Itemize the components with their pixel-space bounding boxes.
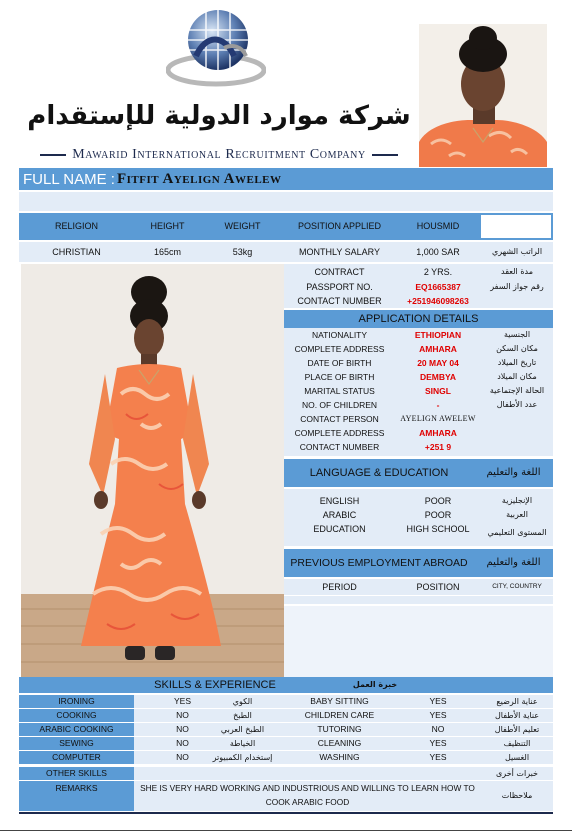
skill-value: NO	[176, 710, 189, 721]
detail-label: DATE OF BIRTH	[307, 357, 372, 368]
skill-value: YES	[173, 696, 191, 707]
skill-label-ar: تعليم الأطفال	[494, 724, 540, 734]
application-details-title: APPLICATION DETAILS	[358, 312, 479, 325]
detail-label: MARITAL STATUS	[304, 385, 375, 396]
company-name-english-line	[24, 145, 414, 165]
language-label-ar: المستوى التعليمي	[487, 528, 547, 537]
remarks-label: REMARKS	[55, 782, 98, 793]
skill-label: BABY SITTING	[310, 696, 369, 707]
detail-label-ar	[481, 426, 553, 440]
detail-value: DEMBYA	[419, 371, 457, 382]
skill-label: IRONING	[58, 696, 95, 707]
contract-label: PASSPORT NO.	[306, 281, 373, 292]
language-value: HIGH SCHOOL	[406, 523, 470, 534]
contract-value: +251946098263	[407, 295, 469, 306]
previous-employment-title-ar: اللغة والتعليم	[486, 557, 541, 568]
previous-employment-empty-area	[284, 606, 553, 677]
prev-header-position: POSITION	[416, 581, 460, 592]
detail-value: ETHIOPIAN	[414, 329, 462, 340]
previous-employment-title: PREVIOUS EMPLOYMENT ABROAD	[290, 556, 468, 569]
detail-value: AMHARA	[419, 343, 457, 354]
language-education-title: LANGUAGE & EDUCATION	[309, 466, 449, 479]
detail-value: +251 9	[424, 441, 452, 452]
skills-title: SKILLS & EXPERIENCE	[154, 678, 276, 691]
skill-label: CHILDREN CARE	[304, 710, 375, 721]
skill-label: SEWING	[59, 738, 94, 749]
spacer-band	[19, 192, 553, 211]
contract-label-ar: مدة العقد	[501, 267, 533, 276]
detail-label-ar: الحالة الإجتماعية	[489, 386, 545, 395]
detail-label: NO. OF CHILDREN	[301, 399, 378, 410]
skills-title-ar: خبرة العمل	[352, 680, 398, 689]
detail-label-ar: الجنسية	[503, 330, 531, 339]
weight-value: 53kg	[232, 246, 253, 257]
detail-label-ar	[481, 440, 553, 454]
remarks-label-ar: ملاحظات	[501, 791, 533, 800]
company-name-arabic: شركة موارد الدولية للإستقدام	[27, 101, 411, 131]
other-skills-label-ar: خبرات أخرى	[496, 768, 538, 778]
detail-label-ar: مكان السكن	[496, 344, 538, 353]
skill-value: NO	[431, 724, 445, 735]
skill-value: YES	[429, 696, 447, 707]
header-religion: RELIGION	[54, 221, 98, 231]
header-blank-cell	[481, 215, 551, 238]
header-weight: WEIGHT	[224, 221, 261, 231]
remarks-line-1: SHE IS VERY HARD WORKING AND INDUSTRIOUS AND WILLING TO LEARN HOW TO	[140, 783, 475, 794]
detail-label: COMPLETE ADDRESS	[294, 427, 385, 438]
contract-value: 2 YRS.	[423, 266, 453, 277]
detail-value: SINGL	[425, 385, 451, 396]
skill-label-ar: إستخدام الكمبيوتر	[212, 752, 273, 762]
skill-label: COOKING	[56, 710, 97, 721]
salary-label: MONTHLY SALARY	[298, 246, 381, 257]
skill-value: NO	[176, 724, 189, 735]
skill-value: NO	[176, 738, 189, 749]
skill-label-ar: الغسيل	[504, 752, 530, 762]
detail-label: CONTACT PERSON	[300, 413, 379, 424]
skill-value: NO	[176, 752, 189, 763]
detail-label: CONTACT NUMBER	[299, 441, 380, 452]
language-education-title-ar: اللغة والتعليم	[486, 467, 541, 478]
header-height: HEIGHT	[150, 221, 185, 231]
skill-label: COMPUTER	[52, 752, 101, 763]
prev-header-period: PERIOD	[322, 581, 357, 592]
salary-value: 1,000 SAR	[416, 246, 460, 257]
full-body-photo	[21, 264, 284, 677]
remarks-line-2: COOK ARABIC FOOD	[265, 797, 350, 808]
skill-label-ar: عناية الرضيع	[496, 696, 538, 706]
skill-label: CLEANING	[317, 738, 362, 749]
skill-label-ar: التنظيف	[503, 738, 531, 748]
divider-left	[40, 154, 66, 156]
skill-label: WASHING	[319, 752, 360, 763]
height-value: 165cm	[153, 246, 181, 257]
salary-label-ar: الراتب الشهري	[491, 247, 543, 256]
full-name-value: Fitfit Ayelign Awelew	[116, 170, 282, 187]
contract-value: EQ1665387	[415, 281, 461, 292]
company-name-english: Mawarid International Recruitment Company	[72, 147, 366, 162]
contract-label: CONTRACT	[314, 266, 365, 277]
previous-employment-row	[284, 596, 553, 604]
detail-label: NATIONALITY	[311, 329, 368, 340]
detail-value: 20 MAY 04	[417, 357, 459, 368]
detail-label: PLACE OF BIRTH	[304, 371, 375, 382]
skill-value: YES	[429, 710, 447, 721]
skill-value: YES	[429, 738, 447, 749]
contract-label-ar	[481, 294, 553, 308]
detail-value: AYELIGN AWELEW	[400, 414, 476, 423]
language-value: POOR	[424, 495, 452, 506]
religion-value: CHRISTIAN	[52, 246, 101, 257]
detail-label-ar: مكان الميلاد	[497, 372, 537, 381]
skill-label: ARABIC COOKING	[39, 724, 114, 735]
skill-label-ar: عناية الأطفال	[494, 710, 540, 720]
detail-label: COMPLETE ADDRESS	[294, 343, 385, 354]
header-position-applied: POSITION APPLIED	[297, 221, 382, 231]
language-label: EDUCATION	[313, 523, 366, 534]
detail-label-ar: عدد الأطفال	[496, 400, 538, 409]
detail-value: AMHARA	[419, 427, 457, 438]
contract-label-ar: رقم جواز السفر	[490, 282, 544, 291]
contract-label: CONTACT NUMBER	[297, 295, 382, 306]
language-label-ar: الإنجليزية	[501, 496, 533, 505]
other-skills-label: OTHER SKILLS	[46, 768, 107, 779]
prev-header-city-country: CITY, COUNTRY	[492, 582, 542, 590]
skill-label-ar: الكوي	[232, 696, 253, 706]
language-label: ENGLISH	[319, 495, 360, 506]
detail-value: -	[436, 399, 440, 410]
detail-label-ar: تاريخ الميلاد	[497, 358, 537, 367]
globe-logo-icon	[166, 4, 266, 94]
skill-label-ar: الطبخ العربي	[220, 724, 265, 734]
skill-label-ar: الطبخ	[233, 710, 252, 720]
divider-right	[372, 154, 398, 156]
skill-label-ar: الخياطة	[229, 738, 256, 748]
full-name-bar	[19, 168, 553, 190]
language-value: POOR	[424, 509, 452, 520]
language-label-ar: العربية	[506, 510, 528, 519]
footer-divider	[19, 812, 553, 814]
header-housmid: HOUSMID	[416, 221, 460, 231]
skill-label: TUTORING	[317, 724, 362, 735]
portrait-photo	[419, 24, 547, 167]
full-name-label: FULL NAME :	[23, 170, 115, 188]
detail-label-ar	[481, 412, 553, 426]
skill-value: YES	[429, 752, 447, 763]
language-label: ARABIC	[322, 509, 357, 520]
